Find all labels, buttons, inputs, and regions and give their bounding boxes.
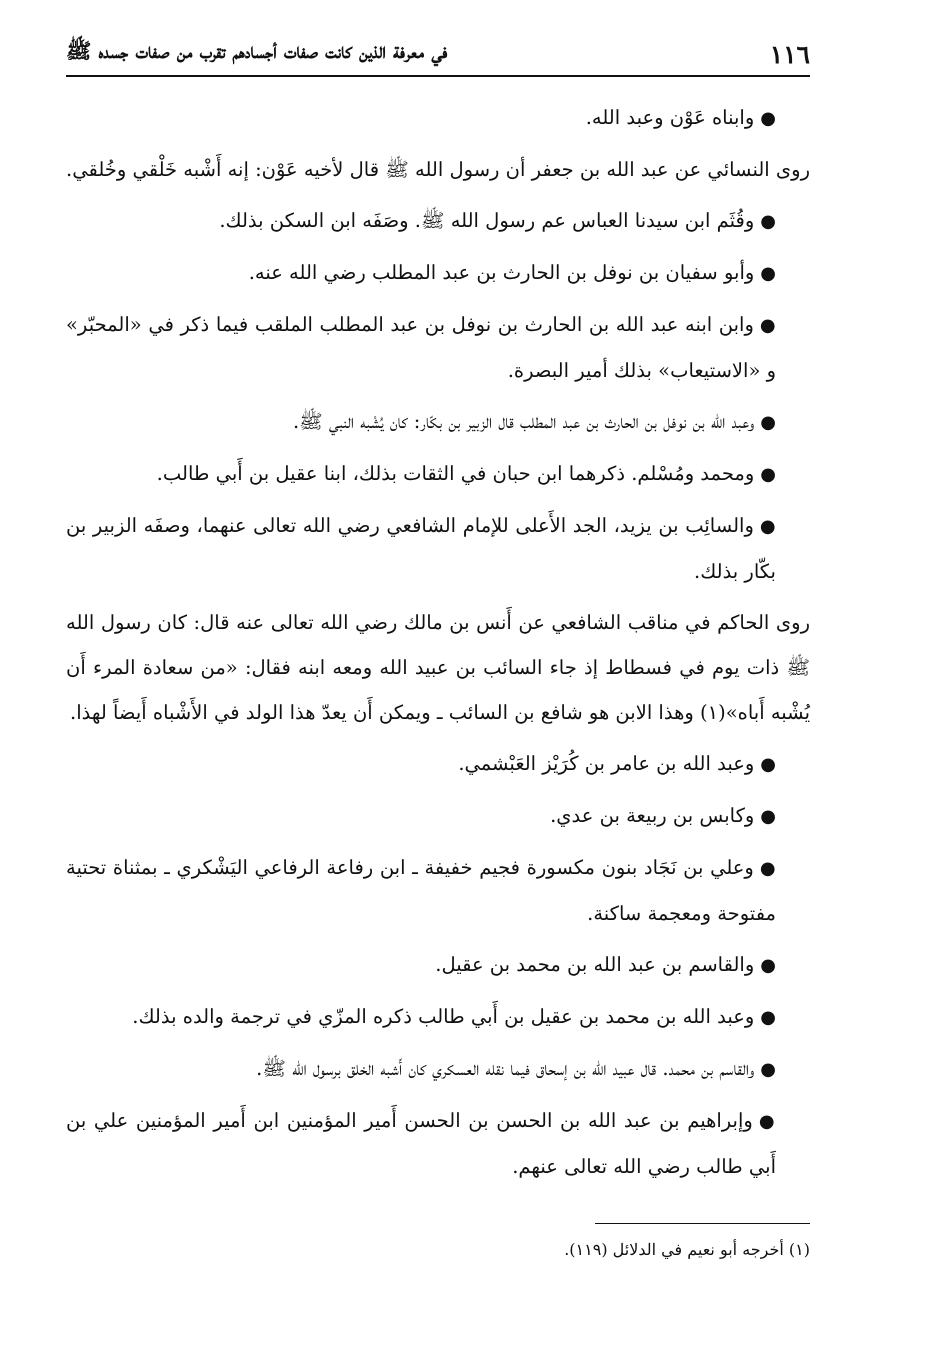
paragraph-text: وكابس بن ربيعة بن عدي.	[550, 804, 755, 827]
footnote-divider	[595, 1223, 810, 1224]
bullet-dot-icon: ●	[760, 464, 776, 485]
bullet-paragraph	[66, 302, 810, 393]
bullet-dot-icon: ●	[759, 858, 776, 879]
bullet-dot-icon: ●	[760, 263, 776, 284]
bullet-dot-icon: ●	[760, 1007, 776, 1028]
paragraph-text: والسائِب بن يزيد، الجد الأَعلى للإمام الشافعي رضي الله تعالى عنهما، وصفَه الزبير بن بكّار بذلك.	[66, 514, 776, 583]
paragraph-text: والقاسم بن عبد الله بن محمد بن عقيل.	[435, 953, 755, 976]
bullet-paragraph	[66, 741, 810, 787]
paragraph-text: والقاسم بن محمد. قال عبيد الله بن إسحاق فيما نقله العسكري كان أَشبه الخلق برسول الله ﷺ.	[256, 1057, 755, 1080]
bullet-dot-icon: ●	[758, 1111, 776, 1132]
paragraph-text: ومحمد ومُسْلم. ذكرهما ابن حبان في الثقات بذلك، ابنا عقيل بن أَبي طالب.	[156, 462, 755, 485]
bullet-paragraph	[66, 942, 810, 988]
paragraph-text: وأبو سفيان بن نوفل بن الحارث بن عبد المطلب رضي الله عنه.	[248, 261, 755, 284]
bullet-dot-icon: ●	[760, 1059, 776, 1080]
paragraph-text: روى النسائي عن عبد الله بن جعفر أن رسول الله ﷺ قال لأخيه عَوْن: إنه أَشْبه خَلْقي وخُلقي.	[66, 158, 810, 181]
footnote: (١) أخرجه أبو نعيم في الدلائل (١١٩).	[564, 1240, 810, 1259]
bullet-paragraph	[66, 1098, 810, 1189]
page-header	[66, 38, 810, 77]
bullet-dot-icon: ●	[760, 412, 776, 433]
paragraph-text: وعبد الله بن عامر بن كُرَيْز العَبْشمي.	[458, 752, 755, 775]
paragraph-text: وابناه عَوْن وعبد الله.	[585, 106, 755, 129]
paragraph-text: روى الحاكم في مناقب الشافعي عن أَنس بن مالك رضي الله تعالى عنه قال: كان رسول الله ﷺ ذات يوم في فسطاط إذ جاء السائب بن عبيد الله ومعه ابنه فقال: «من سعادة المرء أَن يُشْبه أَباه»(١) وهذا الابن هو شافع بن السائب ـ ويمكن أَن يعدّ هذا الولد في الأَشْباه أَيضاً لهذا.	[66, 611, 810, 724]
paragraph-text: وعبد الله بن نوفل بن الحارث بن عبد المطلب قال الزبير بن بكّار: كان يُشْبه النبي ﷺ.	[292, 410, 755, 433]
body-paragraph	[66, 600, 810, 735]
bullet-paragraph	[66, 793, 810, 839]
bullet-dot-icon: ●	[759, 315, 776, 336]
bullet-dot-icon: ●	[760, 955, 776, 976]
bullet-dot-icon: ●	[760, 108, 776, 129]
bullet-dot-icon: ●	[759, 516, 776, 537]
bullet-paragraph	[66, 250, 810, 296]
body-paragraph	[66, 147, 810, 192]
paragraph-text: وعبد الله بن محمد بن عقيل بن أَبي طالب ذكره المزّي في ترجمة والده بذلك.	[132, 1005, 755, 1028]
bullet-paragraph	[66, 451, 810, 497]
bullet-paragraph	[66, 399, 810, 445]
paragraph-text: وقُثَم ابن سيدنا العباس عم رسول الله ﷺ. وصَفَه ابن السكن بذلك.	[219, 209, 755, 232]
bullet-paragraph	[66, 503, 810, 594]
page-number: ١١٦	[769, 40, 810, 69]
paragraph-text: وإبراهيم بن عبد الله بن الحسن بن الحسن أَمير المؤمنين ابن أَمير المؤمنين علي بن أَبي طالب رضي الله تعالى عنهم.	[66, 1109, 776, 1178]
bullet-paragraph	[66, 95, 810, 141]
bullet-dot-icon: ●	[760, 806, 776, 827]
bullet-dot-icon: ●	[760, 211, 776, 232]
bullet-paragraph	[66, 1046, 810, 1092]
body-text	[66, 95, 810, 1189]
paragraph-text: وابن ابنه عبد الله بن الحارث بن نوفل بن عبد المطلب الملقب فيما ذكر في «المحبّر» و «الاستيعاب» بذلك أمير البصرة.	[66, 313, 776, 382]
bullet-paragraph	[66, 994, 810, 1040]
bullet-dot-icon: ●	[760, 754, 776, 775]
bullet-paragraph	[66, 198, 810, 244]
paragraph-text: وعلي بن نَجَاد بنون مكسورة فجيم خفيفة ـ ابن رفاعة الرفاعي اليَشْكري ـ بمثناة تحتية مفتوحة ومعجمة ساكنة.	[66, 856, 776, 925]
bullet-paragraph	[66, 845, 810, 936]
running-title: في معرفة الذين كانت صفات أجسادهم تقرب من صفات جسده ﷺ	[66, 38, 448, 63]
